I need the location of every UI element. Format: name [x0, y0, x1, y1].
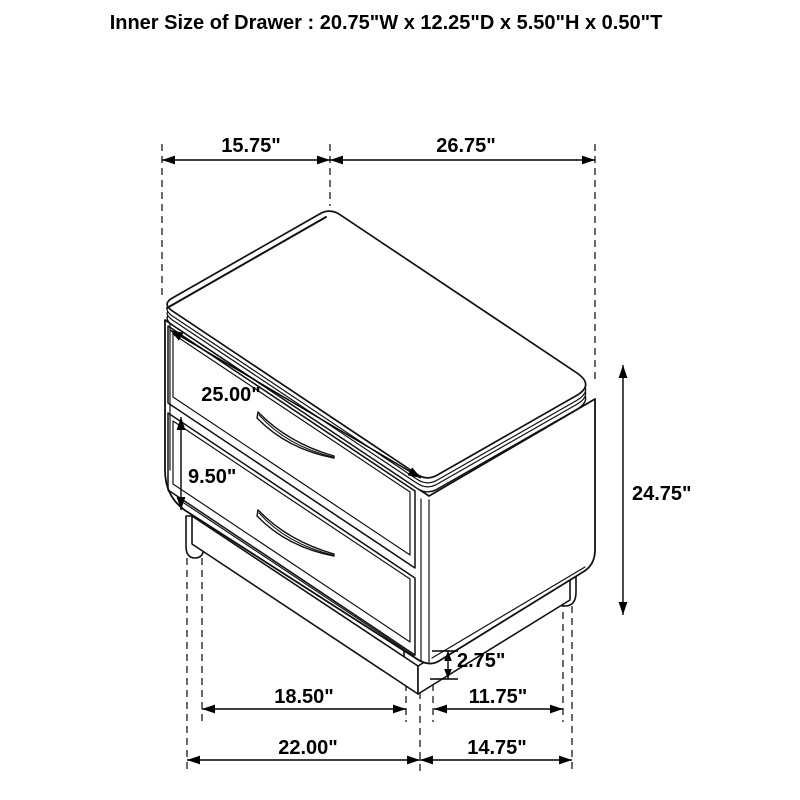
dim-label-top-depth: 15.75" — [221, 135, 281, 157]
dim-label-drawer-height: 9.50" — [188, 466, 237, 488]
dim-label-front-width: 25.00" — [201, 384, 261, 406]
page-title: Inner Size of Drawer : 20.75"W x 12.25"D x 5.50"H x 0.50"T — [109, 12, 663, 34]
dim-base-depth — [434, 686, 563, 713]
dim-label-base-width: 18.50" — [274, 686, 334, 708]
dim-label-foot-height: 2.75" — [457, 650, 506, 672]
nightstand-drawing — [165, 211, 595, 694]
dim-label-floor-width: 22.00" — [278, 737, 338, 759]
dim-label-overall-height: 24.75" — [632, 483, 692, 505]
dim-base-width — [202, 686, 406, 713]
dim-overall-height — [619, 365, 692, 615]
dim-floor-width — [187, 737, 420, 764]
dim-floor-depth — [420, 737, 572, 764]
dim-label-floor-depth: 14.75" — [467, 737, 527, 759]
dim-top-spans — [162, 135, 595, 164]
dim-label-base-depth: 11.75" — [468, 686, 528, 708]
dim-label-top-width: 26.75" — [436, 135, 496, 157]
